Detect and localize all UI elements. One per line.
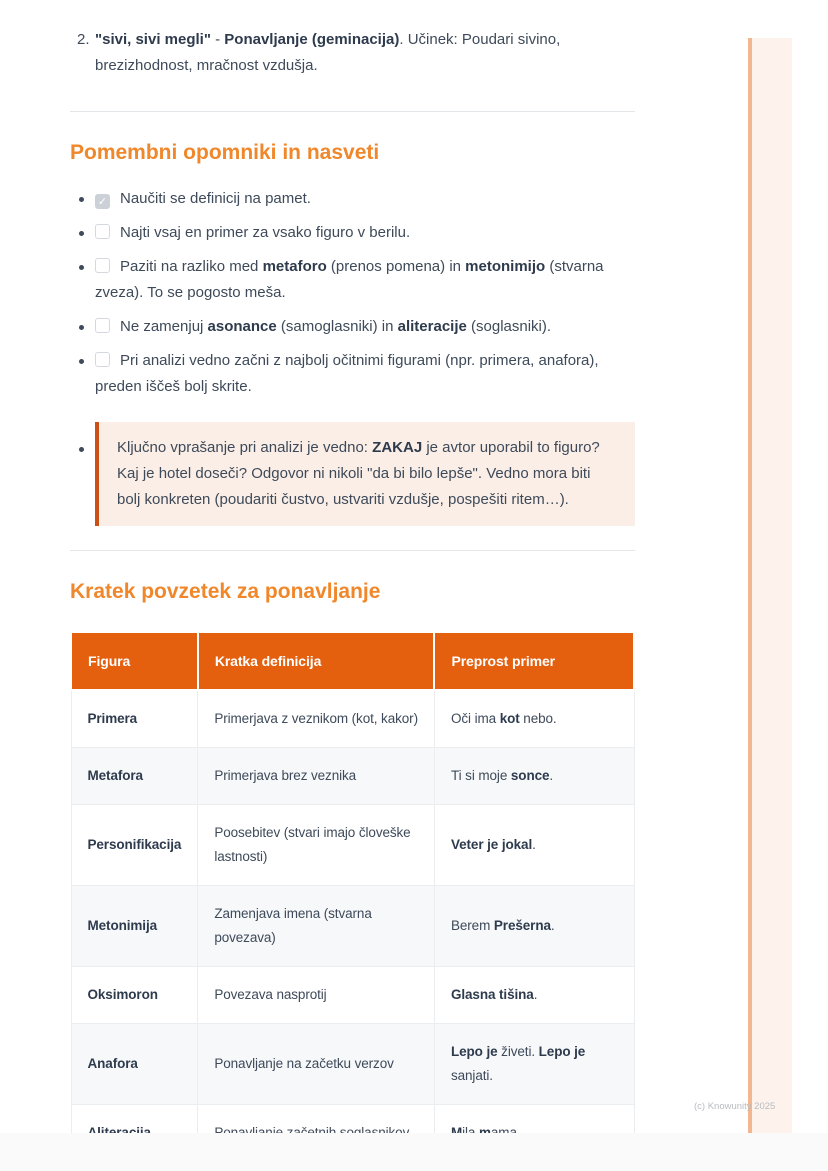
callout-box: Ključno vprašanje pri analizi je vedno: ZAKAJ je avtor uporabil to figuro? Kaj je hotel doseči? Odgovor ni nikoli "da bi bilo lepše". Vedno mora biti bolj konkreten (poudariti čustvo, ustvariti vzdušje, pospešiti ritem…). [95,422,635,526]
table-cell-figure: Primera [71,690,198,748]
table-cell-definition: Zamenjava imena (stvarna povezava) [198,886,435,967]
section-divider [70,550,635,551]
table-cell-example: Ti si moje sonce. [434,748,634,805]
callout-list-item [70,422,635,526]
table-cell-figure: Metonimija [71,886,198,967]
table-row [71,967,634,1024]
table-cell-example: Glasna tišina. [434,967,634,1024]
table-cell-definition: Poosebitev (stvari imajo človeške lastnosti) [198,805,435,886]
table-cell-figure: Anafora [71,1024,198,1105]
checkbox-icon[interactable] [95,224,110,239]
table-row [71,805,634,886]
table-cell-definition: Povezava nasprotij [198,967,435,1024]
checkbox-icon[interactable] [95,352,110,367]
table-row [71,690,634,748]
table-row [71,748,634,805]
checklist-item: ✓Naučiti se definicij na pamet. [70,186,635,212]
table-row [71,886,634,967]
table-cell-example: Veter je jokal. [434,805,634,886]
table-cell-example: Lepo je živeti. Lepo je sanjati. [434,1024,634,1105]
table-header-definition: Kratka definicija [198,632,435,690]
table-cell-example: Oči ima kot nebo. [434,690,634,748]
table-cell-definition: Primerjava z veznikom (kot, kakor) [198,690,435,748]
table-header-example: Preprost primer [434,632,634,690]
table-cell-figure: Oksimoron [71,967,198,1024]
table-cell-definition: Ponavljanje na začetku verzov [198,1024,435,1105]
table-cell-definition: Primerjava brez veznika [198,748,435,805]
table-header-figure: Figura [71,632,198,690]
table-header-row [71,632,634,690]
table-row [71,1024,634,1105]
list-number: 2. [77,31,90,48]
checklist-item: Pri analizi vedno začni z najbolj očitnimi figurami (npr. primera, anafora), preden iščeš bolj skrite. [70,348,635,400]
table-cell-figure: Personifikacija [71,805,198,886]
section-title-reminders: Pomembni opomniki in nasveti [70,141,380,164]
viewer-background [0,1133,828,1171]
table-cell-example: Berem Prešerna. [434,886,634,967]
checkbox-icon[interactable] [95,318,110,333]
checklist-item: Najti vsaj en primer za vsako figuro v berilu. [70,220,635,246]
section-divider [70,111,635,112]
list-item-text: "sivi, sivi megli" - Ponavljanje (geminacija). Učinek: Poudari sivino, brezizhodnost, mračnost vzdušja. [95,31,561,74]
summary-table [70,631,635,1162]
checkbox-checked-icon[interactable] [95,194,110,209]
checkbox-icon[interactable] [95,258,110,273]
page-edge-stripe [748,38,792,1133]
section-title-summary: Kratek povzetek za ponavljanje [70,580,381,603]
table-cell-figure: Metafora [71,748,198,805]
page-content [70,0,635,1162]
checklist-item: Paziti na razliko med metaforo (prenos pomena) in metonimijo (stvarna zveza). To se pogosto meša. [70,254,635,306]
checklist [70,186,635,400]
checklist-item: Ne zamenjuj asonance (samoglasniki) in aliteracije (soglasniki). [70,314,635,340]
numbered-list-item [70,27,635,79]
copyright-credit: (c) Knowunity 2025 [694,1101,776,1112]
